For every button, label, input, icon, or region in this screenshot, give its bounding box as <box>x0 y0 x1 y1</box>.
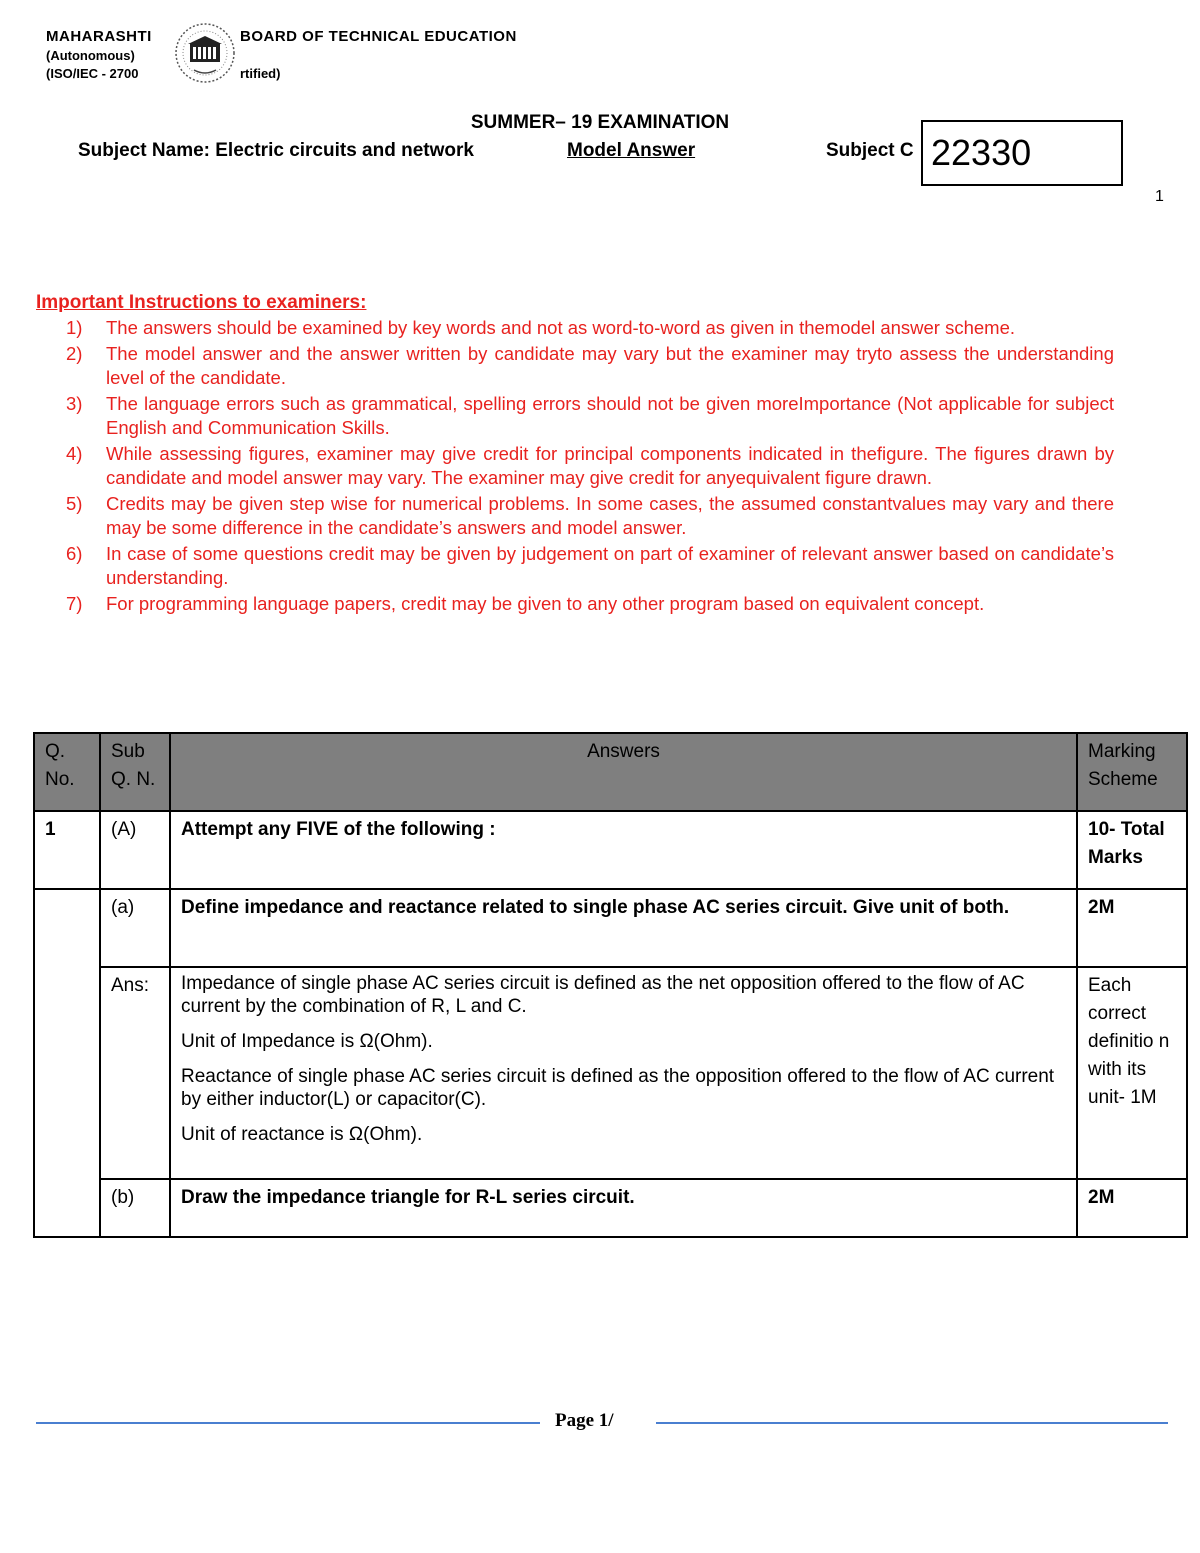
instruction-item: 5) Credits may be given step wise for numerical problems. In some cases, the assumed constantvalues may vary and there may be some difference in the candidate’s answers and model answer. <box>66 492 1114 538</box>
subject-code-label: Subject C <box>826 140 914 161</box>
marks: 2M <box>1077 889 1187 967</box>
instruction-item: 1) The answers should be examined by key words and not as word-to-word as given in themodel answer scheme. <box>66 317 1016 338</box>
question-text: Draw the impedance triangle for R-L series circuit. <box>170 1179 1077 1237</box>
table-header-row <box>34 733 1187 811</box>
answer-paragraph: Unit of reactance is Ω(Ohm). <box>181 1124 423 1145</box>
header-q-no: Q. No. <box>34 733 100 811</box>
iso-label-right: rtified) <box>240 66 281 81</box>
answer-text <box>170 967 1077 1179</box>
subject-name: Subject Name: Electric circuits and network <box>78 140 474 161</box>
question-text: Define impedance and reactance related to single phase AC series circuit. Give unit of both. <box>170 889 1077 967</box>
marks: Each correct definitio n with its unit- 1M <box>1077 967 1187 1179</box>
model-answer-label: Model Answer <box>567 140 696 161</box>
instruction-item: 6) In case of some questions credit may be given by judgement on part of examiner of relevant answer based on candidate’s understanding. <box>66 542 1114 588</box>
table-row <box>34 811 1187 889</box>
instruction-item: 3) The language errors such as grammatical, spelling errors should not be given moreImportance (Not applicable for subject English and Communication Skills. <box>66 392 1114 438</box>
table-row <box>34 967 1187 1179</box>
question-text: Attempt any FIVE of the following : <box>170 811 1077 889</box>
instruction-item: 2) The model answer and the answer written by candidate may vary but the examiner may tryto assess the understanding level of the candidate. <box>66 342 1114 388</box>
answer-paragraph: Unit of Impedance is Ω(Ohm). <box>181 1031 433 1052</box>
header-sub-qn: Sub Q. N. <box>100 733 170 811</box>
autonomous-label: (Autonomous) <box>46 48 135 63</box>
board-name-right: BOARD OF TECHNICAL EDUCATION <box>240 28 517 45</box>
instructions-title: Important Instructions to examiners: <box>36 292 367 313</box>
marks: 2M <box>1077 1179 1187 1237</box>
subject-code-box: 22330 <box>921 120 1123 186</box>
table-row <box>34 889 1187 967</box>
table-row <box>34 1179 1187 1237</box>
footer-page-label: Page 1/ <box>555 1410 614 1431</box>
header-answers: Answers <box>170 733 1077 811</box>
marks: 10- Total Marks <box>1077 811 1187 889</box>
exam-title: SUMMER– 19 EXAMINATION <box>470 112 730 133</box>
answer-label: Ans: <box>100 967 170 1179</box>
iso-label-left: (ISO/IEC - 2700 <box>46 66 139 81</box>
instructions-list <box>66 316 1114 617</box>
question-number: 1 <box>34 811 100 889</box>
footer-line-left <box>36 1422 540 1424</box>
sub-question: (a) <box>100 889 170 967</box>
header-marking-scheme: Marking Scheme <box>1077 733 1187 811</box>
instruction-item: 7) For programming language papers, credit may be given to any other program based on equivalent concept. <box>66 592 985 614</box>
sub-question: (A) <box>100 811 170 889</box>
board-name-left: MAHARASHTI <box>46 28 152 45</box>
instruction-item: 4) While assessing figures, examiner may give credit for principal components indicated in thefigure. The figures drawn by candidate and model answer may vary. The examiner may give credit for anyequivalent figure drawn. <box>66 442 1114 488</box>
answer-table <box>33 732 1188 1238</box>
board-logo-icon <box>172 20 238 86</box>
page-number: 1 <box>1155 188 1164 205</box>
empty-cell <box>34 889 100 1237</box>
footer-line-right <box>656 1422 1168 1424</box>
answer-paragraph: Impedance of single phase AC series circuit is defined as the net opposition offered to the flow of AC current by the combination of R, L and C. <box>181 973 1025 1017</box>
answer-paragraph: Reactance of single phase AC series circuit is defined as the opposition offered to the flow of AC current by either inductor(L) or capacitor(C). <box>181 1066 1055 1110</box>
sub-question: (b) <box>100 1179 170 1237</box>
